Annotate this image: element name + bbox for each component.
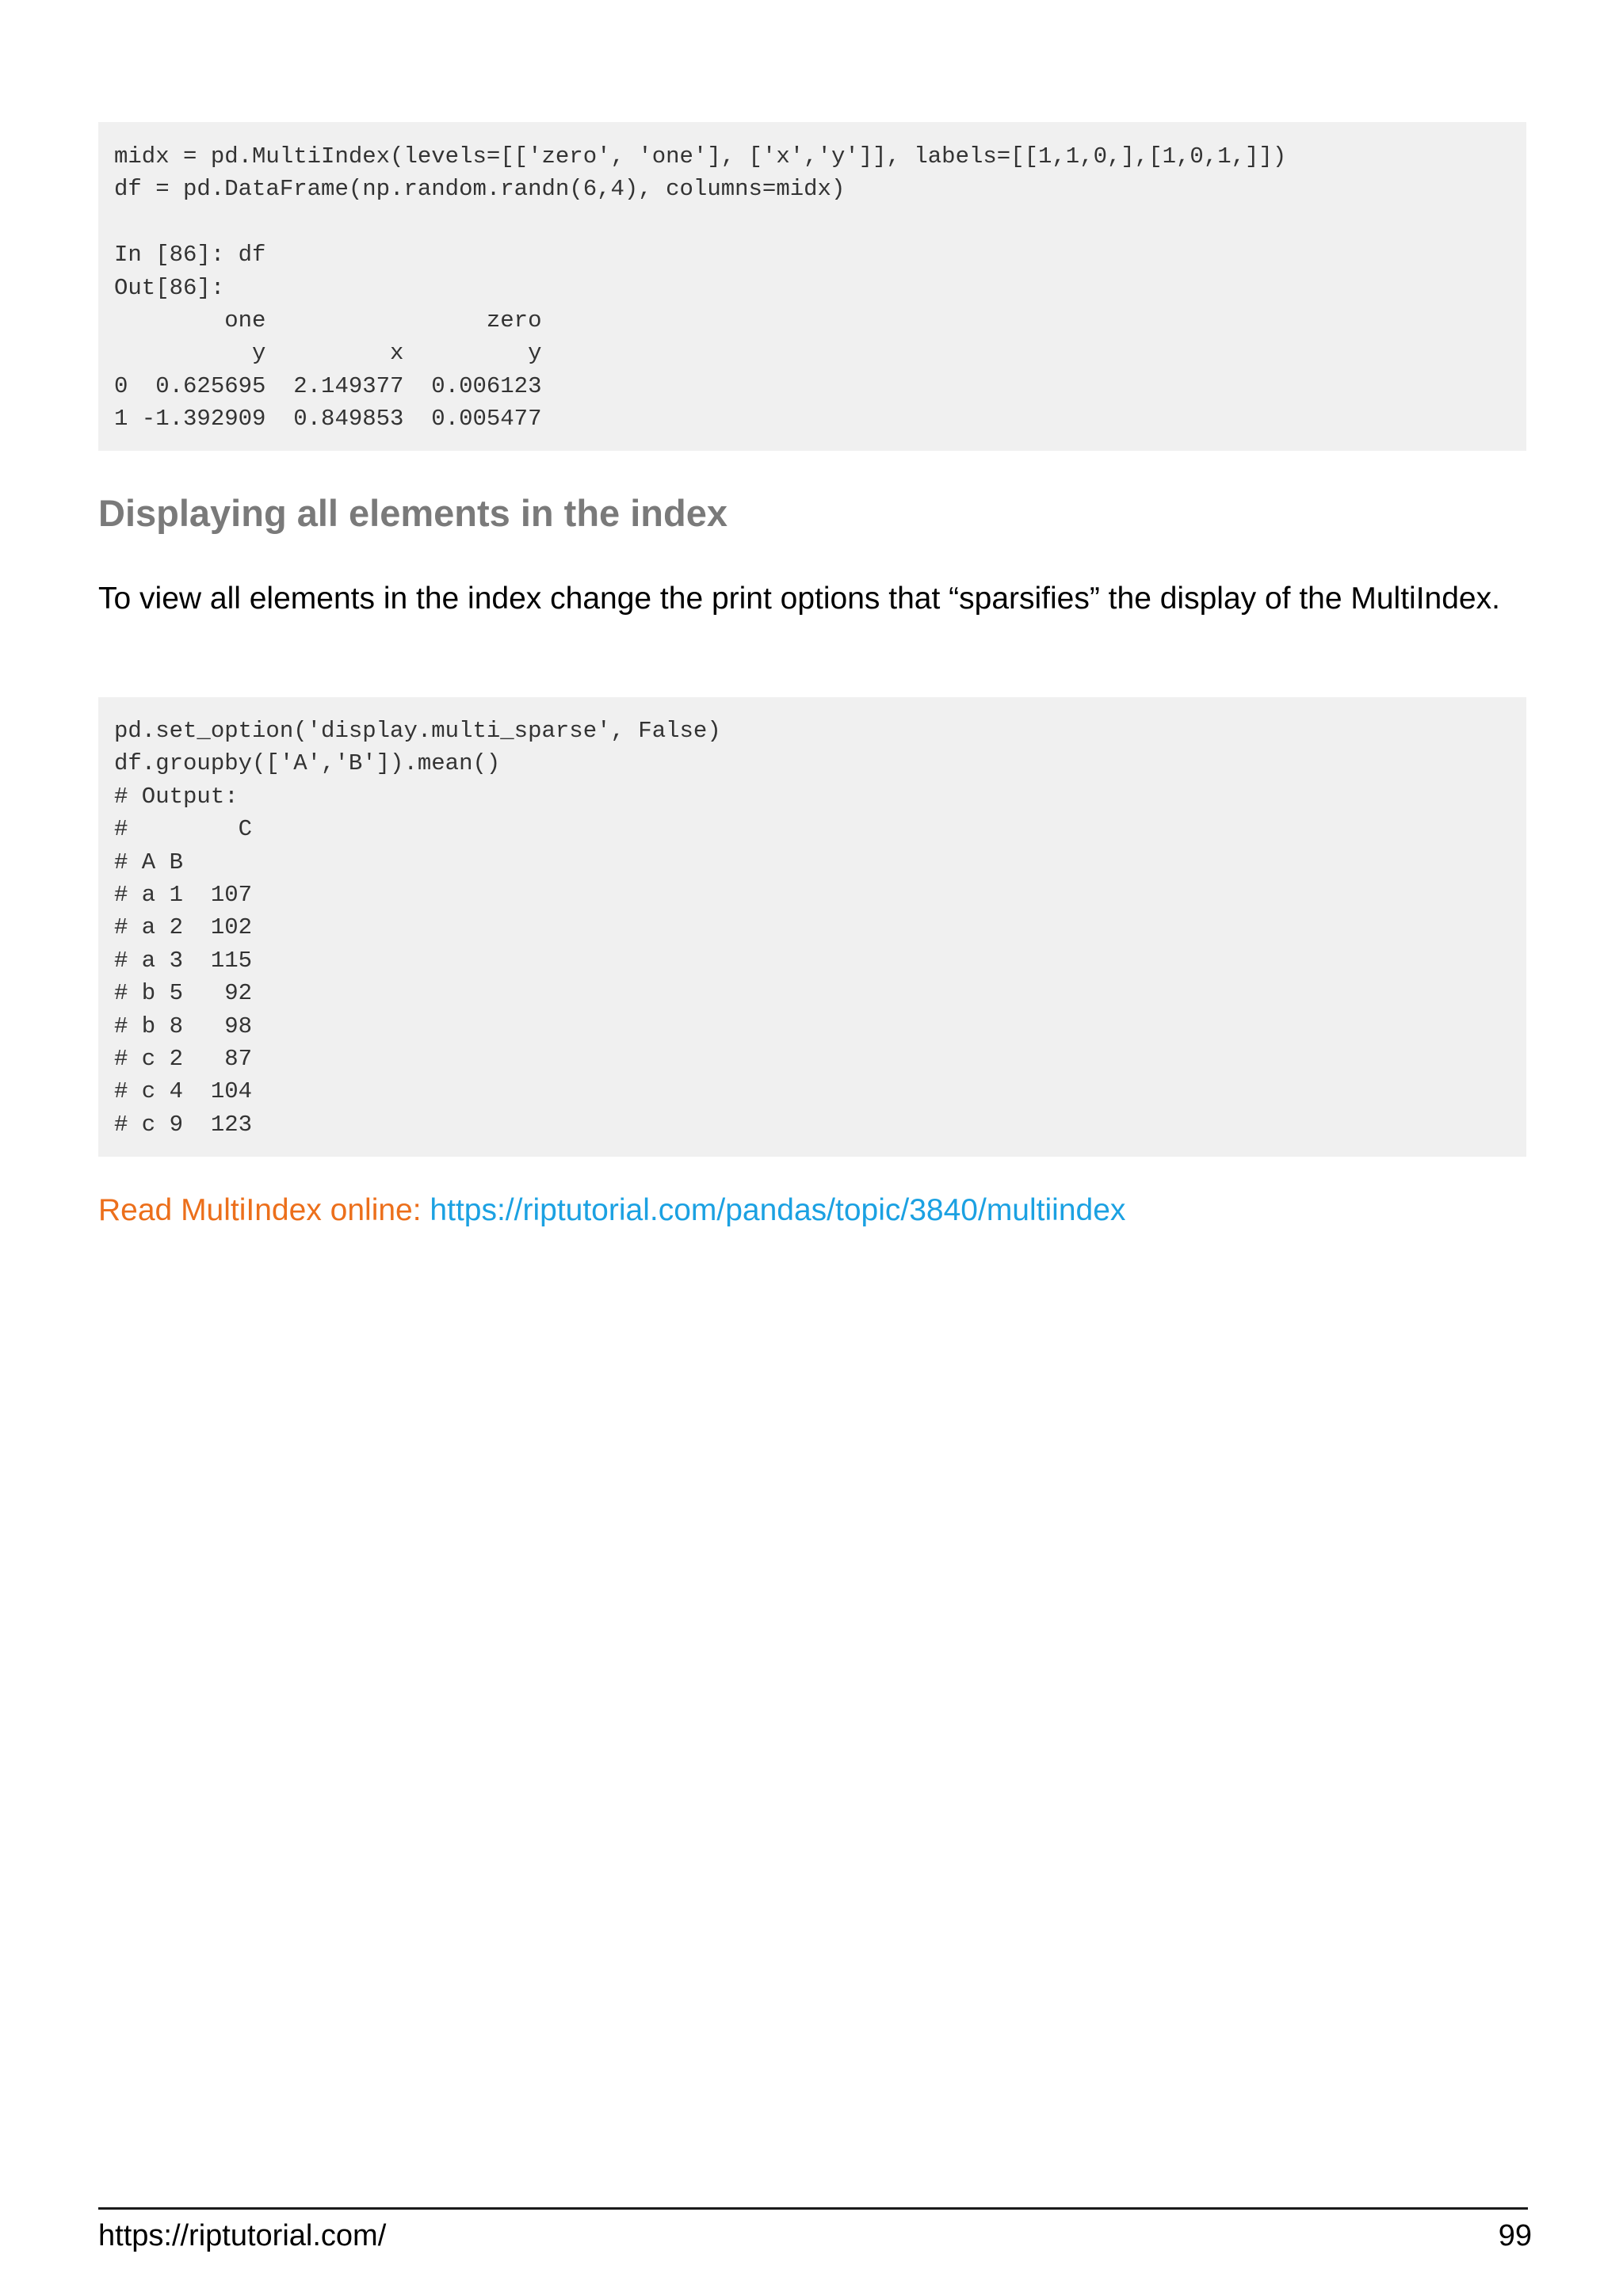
footer-url: https://riptutorial.com/ [98, 2219, 387, 2252]
footer-page-number: 99 [1498, 2219, 1532, 2252]
read-online-label: Read MultiIndex online: [98, 1193, 422, 1227]
read-online-link[interactable]: https://riptutorial.com/pandas/topic/3840/multiindex [430, 1193, 1126, 1227]
section-paragraph: To view all elements in the index change the print options that “sparsifies” the display of the MultiIndex. [98, 582, 1500, 616]
code-block-2-text: pd.set_option('display.multi_sparse', False) df.groupby(['A','B']).mean() # Output: # C # A B # a 1 107 # a 2 102 # a 3 115 # b 5 92 # b 8 98 # c 2 87 # c 4 104 # c 9 123 [114, 718, 721, 1138]
read-online-line [98, 1188, 1125, 1232]
section-heading: Displaying all elements in the index [98, 492, 727, 534]
footer-divider [98, 2207, 1528, 2210]
code-block-multi-sparse-example [98, 697, 1526, 1157]
code-block-1-text: midx = pd.MultiIndex(levels=[['zero', 'one'], ['x','y']], labels=[[1,1,0,],[1,0,1,]]) df = pd.DataFrame(np.random.randn(6,4), columns=midx) In [86]: df Out[86]: one zero y x y 0 0.625695 2.149377 0.006123 1 -1.392909 0.849853 0.005477 [114, 143, 1287, 433]
code-block-multiindex-example [98, 122, 1526, 451]
